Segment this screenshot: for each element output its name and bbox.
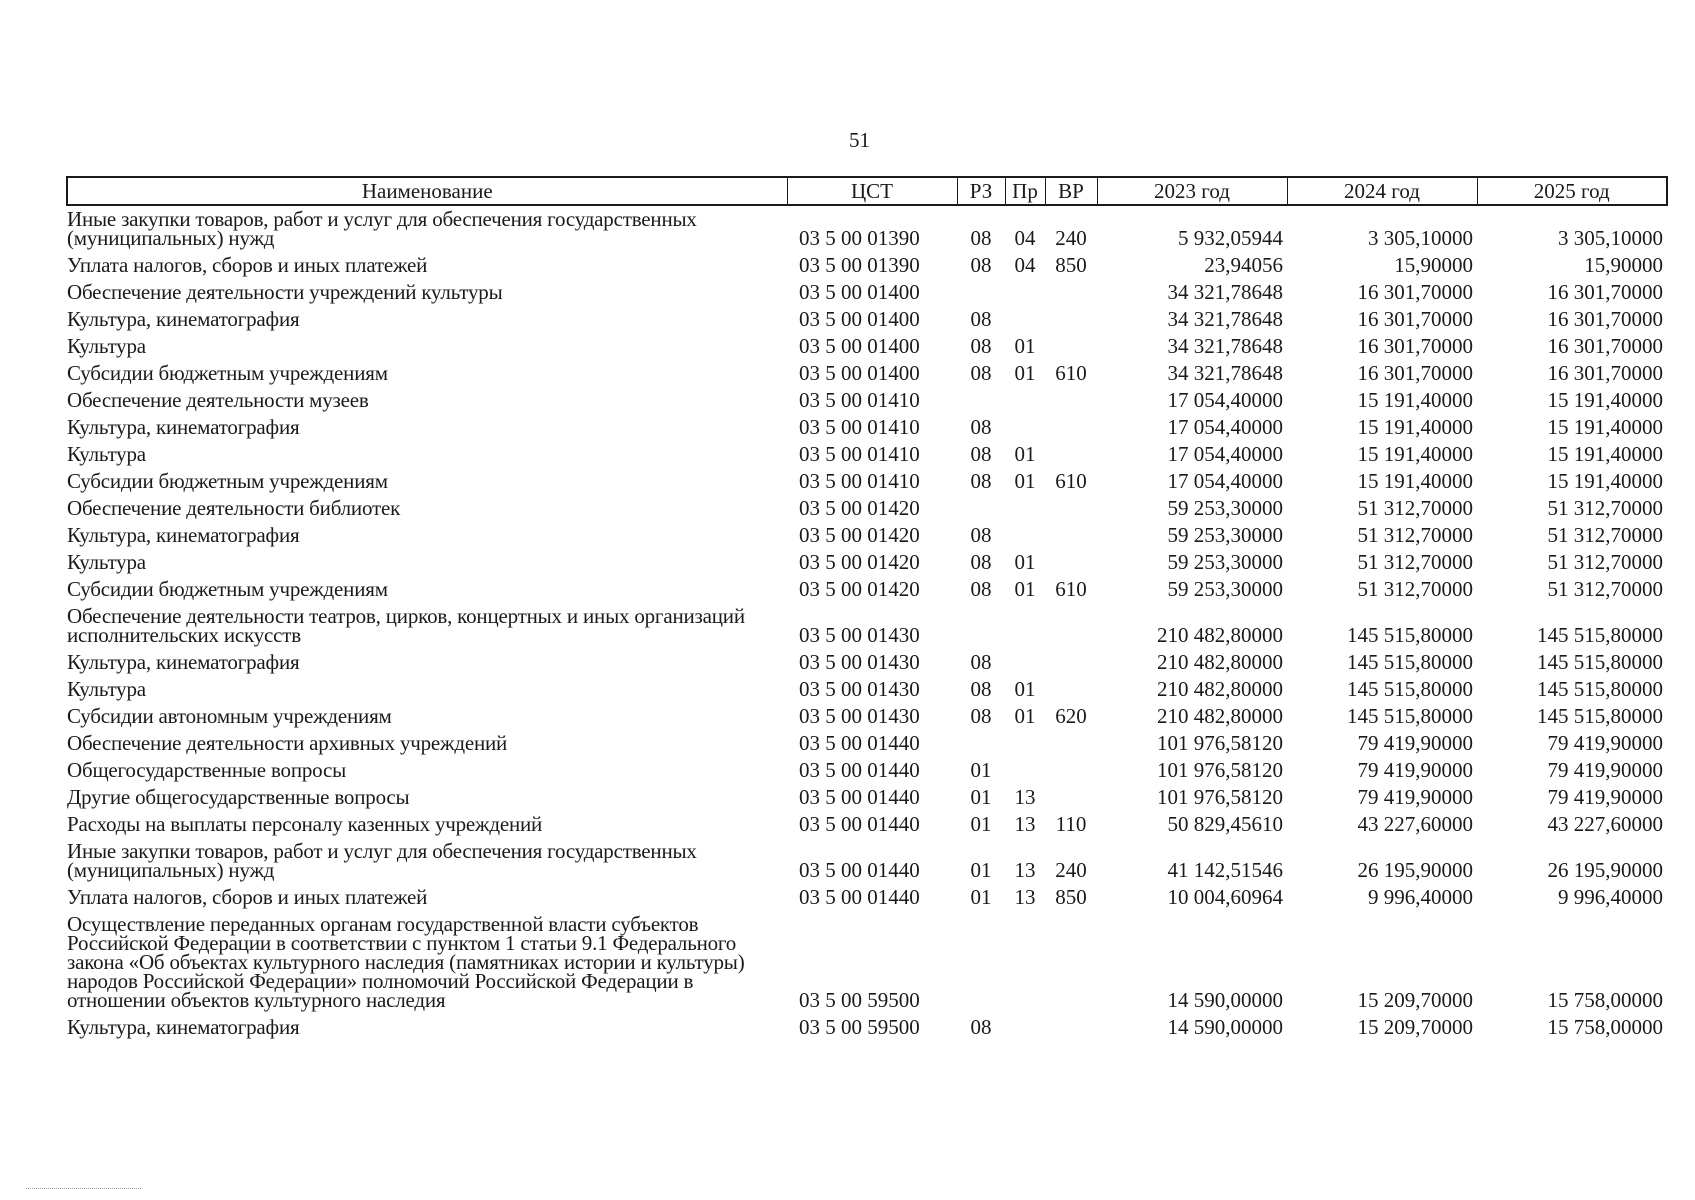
cell-cst: 03 5 00 01390 bbox=[799, 226, 920, 250]
cell-y2024: 16 301,70000 bbox=[1357, 334, 1473, 358]
table-row bbox=[67, 522, 1667, 549]
cell-y2024: 15,90000 bbox=[1394, 253, 1473, 277]
cell-y2023: 50 829,45610 bbox=[1167, 812, 1283, 836]
cell-rz: 08 bbox=[970, 1015, 992, 1039]
cell-y2025: 51 312,70000 bbox=[1547, 523, 1663, 547]
cell-y2023: 210 482,80000 bbox=[1157, 677, 1283, 701]
cell-rz: 08 bbox=[970, 253, 992, 277]
cell-cst: 03 5 00 01420 bbox=[799, 550, 920, 574]
cell-y2025: 51 312,70000 bbox=[1547, 496, 1663, 520]
header-2023: 2023 год bbox=[1097, 177, 1287, 205]
cell-y2025: 15 758,00000 bbox=[1547, 1015, 1663, 1039]
cell-cst: 03 5 00 59500 bbox=[799, 1015, 920, 1039]
cell-cst: 03 5 00 01390 bbox=[799, 253, 920, 277]
cell-y2023: 17 054,40000 bbox=[1167, 388, 1283, 412]
cell-name: Обеспечение деятельности театров, цирков, концертных и иных организаций исполнительских искусств bbox=[67, 604, 745, 647]
cell-y2025: 15 191,40000 bbox=[1547, 388, 1663, 412]
cell-cst: 03 5 00 01440 bbox=[799, 858, 920, 882]
cell-y2025: 51 312,70000 bbox=[1547, 550, 1663, 574]
cell-pr bbox=[1005, 757, 1045, 784]
cell-name: Культура bbox=[67, 442, 146, 466]
cell-y2025: 43 227,60000 bbox=[1547, 812, 1663, 836]
cell-vr: 110 bbox=[1055, 812, 1087, 836]
cell-vr bbox=[1045, 414, 1097, 441]
table-row bbox=[67, 468, 1667, 495]
cell-y2023: 59 253,30000 bbox=[1167, 577, 1283, 601]
cell-y2025: 16 301,70000 bbox=[1547, 280, 1663, 304]
cell-y2023: 10 004,60964 bbox=[1167, 885, 1283, 909]
cell-vr bbox=[1045, 306, 1097, 333]
cell-y2023: 34 321,78648 bbox=[1167, 361, 1283, 385]
cell-y2023: 34 321,78648 bbox=[1167, 307, 1283, 331]
cell-y2023: 101 976,58120 bbox=[1157, 731, 1283, 755]
cell-cst: 03 5 00 01400 bbox=[799, 280, 920, 304]
cell-vr bbox=[1045, 1014, 1097, 1041]
cell-y2024: 9 996,40000 bbox=[1368, 885, 1473, 909]
cell-cst: 03 5 00 01430 bbox=[799, 650, 920, 674]
cell-name: Культура bbox=[67, 334, 146, 358]
cell-y2024: 15 191,40000 bbox=[1357, 415, 1473, 439]
cell-cst: 03 5 00 01410 bbox=[799, 469, 920, 493]
cell-y2024: 79 419,90000 bbox=[1357, 785, 1473, 809]
cell-name: Другие общегосударственные вопросы bbox=[67, 785, 410, 809]
cell-y2023: 210 482,80000 bbox=[1157, 650, 1283, 674]
cell-cst: 03 5 00 01410 bbox=[799, 388, 920, 412]
table-row bbox=[67, 703, 1667, 730]
cell-vr: 610 bbox=[1055, 361, 1087, 385]
table-row bbox=[67, 884, 1667, 911]
table-row bbox=[67, 441, 1667, 468]
cell-y2025: 145 515,80000 bbox=[1537, 677, 1663, 701]
cell-vr bbox=[1045, 522, 1097, 549]
cell-y2025: 16 301,70000 bbox=[1547, 307, 1663, 331]
cell-name: Обеспечение деятельности учреждений культуры bbox=[67, 280, 503, 304]
cell-rz: 08 bbox=[970, 577, 992, 601]
cell-rz: 08 bbox=[970, 704, 992, 728]
cell-vr bbox=[1045, 279, 1097, 306]
cell-vr bbox=[1045, 387, 1097, 414]
cell-y2025: 145 515,80000 bbox=[1537, 623, 1663, 647]
cell-pr: 13 bbox=[1014, 885, 1036, 909]
cell-cst: 03 5 00 01420 bbox=[799, 496, 920, 520]
cell-y2024: 26 195,90000 bbox=[1357, 858, 1473, 882]
cell-rz bbox=[957, 603, 1005, 649]
cell-rz: 08 bbox=[970, 361, 992, 385]
header-row bbox=[67, 177, 1667, 205]
table-row bbox=[67, 414, 1667, 441]
cell-pr: 01 bbox=[1014, 550, 1036, 574]
cell-pr bbox=[1005, 414, 1045, 441]
cell-cst: 03 5 00 01440 bbox=[799, 785, 920, 809]
cell-vr: 240 bbox=[1055, 858, 1087, 882]
cell-rz: 08 bbox=[970, 226, 992, 250]
cell-y2025: 15 191,40000 bbox=[1547, 469, 1663, 493]
cell-y2024: 145 515,80000 bbox=[1347, 677, 1473, 701]
cell-rz: 08 bbox=[970, 523, 992, 547]
cell-vr bbox=[1045, 549, 1097, 576]
cell-cst: 03 5 00 01430 bbox=[799, 623, 920, 647]
cell-rz: 08 bbox=[970, 650, 992, 674]
cell-cst: 03 5 00 01410 bbox=[799, 415, 920, 439]
cell-y2024: 15 209,70000 bbox=[1357, 988, 1473, 1012]
cell-cst: 03 5 00 01440 bbox=[799, 812, 920, 836]
header-vr: ВР bbox=[1045, 177, 1097, 205]
cell-vr bbox=[1045, 649, 1097, 676]
cell-y2023: 59 253,30000 bbox=[1167, 550, 1283, 574]
cell-y2023: 34 321,78648 bbox=[1167, 280, 1283, 304]
page-number: 51 bbox=[849, 128, 870, 152]
cell-name: Культура, кинематография bbox=[67, 415, 300, 439]
cell-y2024: 51 312,70000 bbox=[1357, 550, 1473, 574]
cell-vr bbox=[1045, 757, 1097, 784]
cell-y2024: 51 312,70000 bbox=[1357, 577, 1473, 601]
cell-y2024: 3 305,10000 bbox=[1368, 226, 1473, 250]
cell-rz bbox=[957, 730, 1005, 757]
cell-pr bbox=[1005, 387, 1045, 414]
cell-y2024: 145 515,80000 bbox=[1347, 623, 1473, 647]
cell-pr: 01 bbox=[1014, 361, 1036, 385]
header-2025: 2025 год bbox=[1477, 177, 1667, 205]
cell-rz: 08 bbox=[970, 307, 992, 331]
cell-y2023: 34 321,78648 bbox=[1167, 334, 1283, 358]
table-row bbox=[67, 911, 1667, 1014]
cell-y2024: 79 419,90000 bbox=[1357, 731, 1473, 755]
table-row bbox=[67, 333, 1667, 360]
cell-cst: 03 5 00 01440 bbox=[799, 758, 920, 782]
cell-y2024: 51 312,70000 bbox=[1357, 496, 1473, 520]
cell-pr bbox=[1005, 522, 1045, 549]
cell-pr bbox=[1005, 279, 1045, 306]
cell-y2024: 79 419,90000 bbox=[1357, 758, 1473, 782]
cell-rz: 01 bbox=[970, 785, 992, 809]
cell-name: Обеспечение деятельности библиотек bbox=[67, 496, 401, 520]
header-name: Наименование bbox=[67, 177, 787, 205]
cell-pr: 13 bbox=[1014, 812, 1036, 836]
cell-pr bbox=[1005, 911, 1045, 1014]
cell-y2025: 26 195,90000 bbox=[1547, 858, 1663, 882]
header-pr: Пр bbox=[1005, 177, 1045, 205]
footer-scan-line bbox=[26, 1188, 141, 1189]
table-row bbox=[67, 649, 1667, 676]
cell-vr bbox=[1045, 333, 1097, 360]
cell-vr bbox=[1045, 730, 1097, 757]
cell-y2024: 145 515,80000 bbox=[1347, 704, 1473, 728]
cell-cst: 03 5 00 01400 bbox=[799, 307, 920, 331]
cell-rz: 08 bbox=[970, 550, 992, 574]
table-header bbox=[67, 177, 1667, 205]
cell-y2023: 17 054,40000 bbox=[1167, 442, 1283, 466]
cell-y2024: 16 301,70000 bbox=[1357, 280, 1473, 304]
cell-pr bbox=[1005, 649, 1045, 676]
cell-name: Культура, кинематография bbox=[67, 523, 300, 547]
cell-y2023: 210 482,80000 bbox=[1157, 623, 1283, 647]
cell-y2025: 3 305,10000 bbox=[1558, 226, 1663, 250]
cell-cst: 03 5 00 01420 bbox=[799, 523, 920, 547]
cell-name: Культура bbox=[67, 677, 146, 701]
cell-vr bbox=[1045, 784, 1097, 811]
table-row bbox=[67, 549, 1667, 576]
cell-name: Обеспечение деятельности архивных учреждений bbox=[67, 731, 508, 755]
cell-y2025: 16 301,70000 bbox=[1547, 361, 1663, 385]
cell-pr: 13 bbox=[1014, 858, 1036, 882]
header-2024: 2024 год bbox=[1287, 177, 1477, 205]
cell-pr bbox=[1005, 495, 1045, 522]
cell-rz: 08 bbox=[970, 334, 992, 358]
cell-name: Уплата налогов, сборов и иных платежей bbox=[67, 885, 428, 909]
cell-y2025: 79 419,90000 bbox=[1547, 731, 1663, 755]
table-body bbox=[67, 205, 1667, 1041]
cell-pr: 01 bbox=[1014, 677, 1036, 701]
cell-vr: 610 bbox=[1055, 577, 1087, 601]
cell-y2025: 145 515,80000 bbox=[1537, 650, 1663, 674]
cell-cst: 03 5 00 01440 bbox=[799, 731, 920, 755]
cell-rz: 08 bbox=[970, 415, 992, 439]
table-row bbox=[67, 387, 1667, 414]
cell-y2023: 101 976,58120 bbox=[1157, 758, 1283, 782]
cell-name: Субсидии бюджетным учреждениям bbox=[67, 577, 388, 601]
cell-rz: 08 bbox=[970, 469, 992, 493]
cell-name: Осуществление переданных органам государственной власти субъектов Российской Федерации в соответствии с пунктом 1 статьи 9.1 Федерального закона «Об объектах культурного наследия (памятниках истории и культуры) народов Российской Федерации» полномочий Российской Федерации в отношении объектов культурного наследия bbox=[67, 912, 745, 1012]
cell-name: Культура bbox=[67, 550, 146, 574]
table-row bbox=[67, 576, 1667, 603]
cell-pr bbox=[1005, 603, 1045, 649]
cell-cst: 03 5 00 01400 bbox=[799, 361, 920, 385]
cell-name: Субсидии бюджетным учреждениям bbox=[67, 361, 388, 385]
header-rz: РЗ bbox=[957, 177, 1005, 205]
cell-cst: 03 5 00 59500 bbox=[799, 988, 920, 1012]
cell-y2025: 16 301,70000 bbox=[1547, 334, 1663, 358]
cell-name: Расходы на выплаты персоналу казенных учреждений bbox=[67, 812, 543, 836]
table-row bbox=[67, 676, 1667, 703]
cell-y2023: 23,94056 bbox=[1204, 253, 1283, 277]
budget-table-container bbox=[66, 176, 1666, 1041]
table-row bbox=[67, 784, 1667, 811]
cell-y2023: 5 932,05944 bbox=[1178, 226, 1283, 250]
cell-pr: 01 bbox=[1014, 334, 1036, 358]
cell-y2023: 41 142,51546 bbox=[1167, 858, 1283, 882]
cell-y2025: 145 515,80000 bbox=[1537, 704, 1663, 728]
cell-pr: 04 bbox=[1014, 253, 1036, 277]
table-row bbox=[67, 1014, 1667, 1041]
cell-y2025: 15 758,00000 bbox=[1547, 988, 1663, 1012]
cell-pr: 04 bbox=[1014, 226, 1036, 250]
table-row bbox=[67, 838, 1667, 884]
cell-y2024: 15 191,40000 bbox=[1357, 388, 1473, 412]
cell-pr: 01 bbox=[1014, 704, 1036, 728]
cell-y2025: 9 996,40000 bbox=[1558, 885, 1663, 909]
cell-y2024: 15 209,70000 bbox=[1357, 1015, 1473, 1039]
cell-cst: 03 5 00 01420 bbox=[799, 577, 920, 601]
cell-rz: 08 bbox=[970, 442, 992, 466]
cell-cst: 03 5 00 01400 bbox=[799, 334, 920, 358]
table-row bbox=[67, 279, 1667, 306]
cell-name: Культура, кинематография bbox=[67, 650, 300, 674]
cell-y2024: 51 312,70000 bbox=[1357, 523, 1473, 547]
cell-y2025: 15,90000 bbox=[1584, 253, 1663, 277]
budget-table bbox=[66, 176, 1668, 1041]
table-row bbox=[67, 360, 1667, 387]
table-row bbox=[67, 205, 1667, 252]
cell-y2025: 15 191,40000 bbox=[1547, 415, 1663, 439]
table-row bbox=[67, 603, 1667, 649]
cell-y2024: 16 301,70000 bbox=[1357, 361, 1473, 385]
cell-rz bbox=[957, 279, 1005, 306]
cell-name: Культура, кинематография bbox=[67, 307, 300, 331]
cell-rz bbox=[957, 387, 1005, 414]
cell-pr: 13 bbox=[1014, 785, 1036, 809]
cell-pr bbox=[1005, 730, 1045, 757]
cell-y2024: 16 301,70000 bbox=[1357, 307, 1473, 331]
cell-cst: 03 5 00 01430 bbox=[799, 677, 920, 701]
cell-rz: 01 bbox=[970, 812, 992, 836]
cell-pr: 01 bbox=[1014, 442, 1036, 466]
table-row bbox=[67, 306, 1667, 333]
cell-vr bbox=[1045, 495, 1097, 522]
cell-vr bbox=[1045, 911, 1097, 1014]
cell-y2023: 14 590,00000 bbox=[1167, 1015, 1283, 1039]
cell-name: Общегосударственные вопросы bbox=[67, 758, 347, 782]
cell-rz bbox=[957, 911, 1005, 1014]
cell-pr: 01 bbox=[1014, 577, 1036, 601]
table-row bbox=[67, 757, 1667, 784]
cell-vr: 850 bbox=[1055, 253, 1087, 277]
cell-y2024: 15 191,40000 bbox=[1357, 442, 1473, 466]
cell-name: Обеспечение деятельности музеев bbox=[67, 388, 369, 412]
cell-rz: 08 bbox=[970, 677, 992, 701]
cell-y2025: 51 312,70000 bbox=[1547, 577, 1663, 601]
table-row bbox=[67, 252, 1667, 279]
cell-y2023: 17 054,40000 bbox=[1167, 469, 1283, 493]
cell-vr bbox=[1045, 441, 1097, 468]
header-cst: ЦСТ bbox=[787, 177, 957, 205]
cell-y2023: 17 054,40000 bbox=[1167, 415, 1283, 439]
cell-vr bbox=[1045, 676, 1097, 703]
cell-pr bbox=[1005, 306, 1045, 333]
cell-cst: 03 5 00 01440 bbox=[799, 885, 920, 909]
cell-name: Субсидии бюджетным учреждениям bbox=[67, 469, 388, 493]
table-row bbox=[67, 495, 1667, 522]
cell-pr: 01 bbox=[1014, 469, 1036, 493]
cell-rz: 01 bbox=[970, 858, 992, 882]
cell-name: Уплата налогов, сборов и иных платежей bbox=[67, 253, 428, 277]
cell-cst: 03 5 00 01430 bbox=[799, 704, 920, 728]
cell-rz bbox=[957, 495, 1005, 522]
table-row bbox=[67, 811, 1667, 838]
table-row bbox=[67, 730, 1667, 757]
cell-y2024: 43 227,60000 bbox=[1357, 812, 1473, 836]
cell-y2025: 15 191,40000 bbox=[1547, 442, 1663, 466]
cell-name: Иные закупки товаров, работ и услуг для обеспечения государственных (муниципальных) нужд bbox=[67, 839, 697, 882]
cell-y2025: 79 419,90000 bbox=[1547, 758, 1663, 782]
cell-vr: 620 bbox=[1055, 704, 1087, 728]
cell-name: Субсидии автономным учреждениям bbox=[67, 704, 392, 728]
cell-y2023: 210 482,80000 bbox=[1157, 704, 1283, 728]
cell-vr bbox=[1045, 603, 1097, 649]
cell-vr: 240 bbox=[1055, 226, 1087, 250]
cell-cst: 03 5 00 01410 bbox=[799, 442, 920, 466]
cell-rz: 01 bbox=[970, 758, 992, 782]
cell-y2023: 14 590,00000 bbox=[1167, 988, 1283, 1012]
cell-name: Иные закупки товаров, работ и услуг для обеспечения государственных (муниципальных) нужд bbox=[67, 207, 697, 250]
cell-vr: 610 bbox=[1055, 469, 1087, 493]
cell-y2025: 79 419,90000 bbox=[1547, 785, 1663, 809]
cell-vr: 850 bbox=[1055, 885, 1087, 909]
cell-y2023: 101 976,58120 bbox=[1157, 785, 1283, 809]
cell-name: Культура, кинематография bbox=[67, 1015, 300, 1039]
cell-y2023: 59 253,30000 bbox=[1167, 523, 1283, 547]
cell-y2024: 145 515,80000 bbox=[1347, 650, 1473, 674]
cell-y2024: 15 191,40000 bbox=[1357, 469, 1473, 493]
cell-y2023: 59 253,30000 bbox=[1167, 496, 1283, 520]
cell-rz: 01 bbox=[970, 885, 992, 909]
cell-pr bbox=[1005, 1014, 1045, 1041]
